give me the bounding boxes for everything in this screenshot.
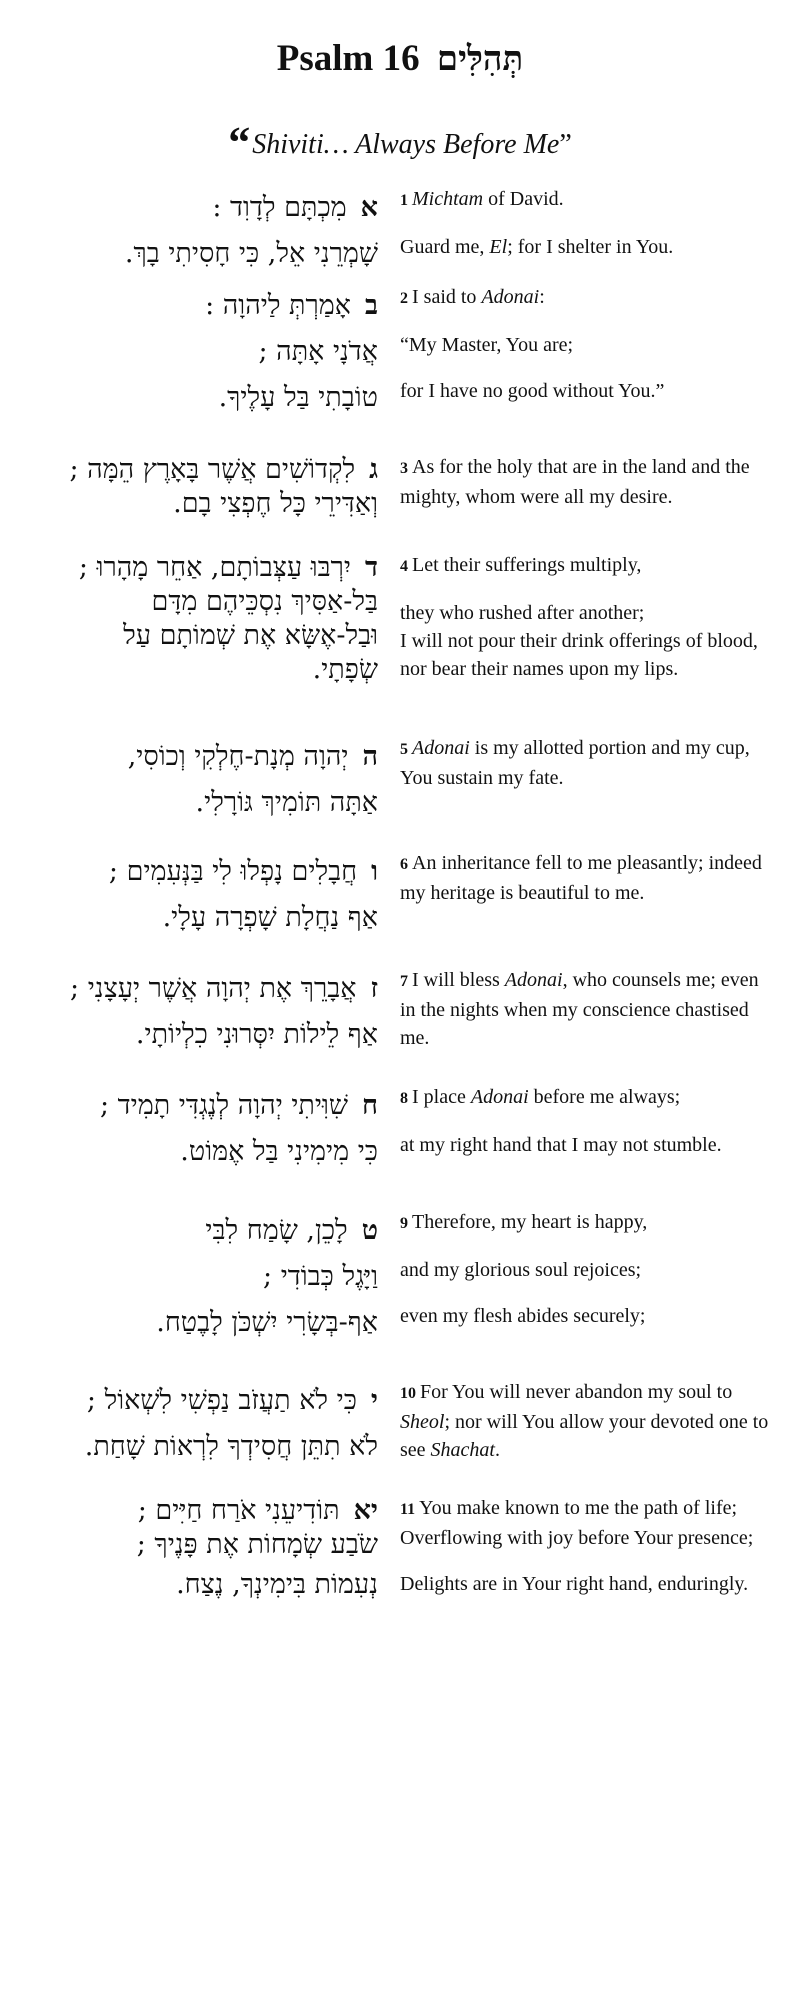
english-line: Michtam of David. xyxy=(412,188,564,210)
hebrew-line: אָמַרְתְּ לַיהוָה : xyxy=(205,290,351,321)
verse-letter: ז xyxy=(370,973,378,1004)
hebrew-line: אַתָּה תּוֹמִיךְ גּוֹרָלִי. xyxy=(195,787,378,818)
english-line: “My Master, You are; xyxy=(400,334,574,356)
english-line: I said to Adonai: xyxy=(412,286,545,308)
english-line: at my right hand that I may not stumble. xyxy=(400,1134,722,1156)
title-english: Psalm 16 xyxy=(276,38,420,79)
term-adonai: Adonai xyxy=(470,1086,529,1108)
verse-english xyxy=(390,453,772,551)
hebrew-line: אַף לֵילוֹת יִסְּרוּנִי כִלְיוֹתָי. xyxy=(135,1019,378,1050)
hebrew-line: חֲבָלִים נָפְלוּ לִי בַּנְּעִמִים ; xyxy=(108,856,358,887)
english-line: I will not pour their drink offerings of blood, nor bear their names upon my lips. xyxy=(400,630,758,680)
hebrew-line: כִּי לֹא תַעֲזֹב נַפְשִׁי לִשְׁאוֹל ; xyxy=(86,1385,357,1416)
verse-8 xyxy=(0,1083,800,1208)
english-line: You make known to me the path of life; xyxy=(419,1497,738,1519)
subtitle-close-quote: ” xyxy=(559,129,572,160)
verse-hebrew xyxy=(14,1083,390,1208)
term-shachat: Shachat xyxy=(430,1439,495,1461)
english-line: Guard me, El; for I shelter in You. xyxy=(400,236,674,258)
title-hebrew: תְּהִלִּים xyxy=(436,39,524,79)
verse-hebrew xyxy=(14,283,390,453)
verse-list xyxy=(0,185,800,1664)
page-title xyxy=(0,0,800,84)
hebrew-line: לִקְדוֹשִׁים אֲשֶׁר בָּאָרֶץ הֵמָּה ; xyxy=(69,454,356,485)
verse-number: 5 xyxy=(400,741,408,758)
verse-hebrew xyxy=(14,849,390,966)
hebrew-line: נְעִמוֹת בִּימִינְךָ, נֶצַח. xyxy=(176,1569,378,1600)
verse-number: 9 xyxy=(400,1215,408,1232)
verse-english xyxy=(390,551,772,734)
verse-2 xyxy=(0,283,800,453)
term-adonai: Adonai xyxy=(504,969,563,991)
subtitle-text: Shiviti… Always Before Me xyxy=(252,129,560,160)
verse-letter: יא xyxy=(353,1495,378,1526)
verse-letter: ד xyxy=(365,552,378,583)
verse-letter: א xyxy=(360,192,378,223)
verse-hebrew xyxy=(14,453,390,551)
verse-letter: ו xyxy=(371,856,378,887)
verse-5 xyxy=(0,734,800,849)
verse-hebrew xyxy=(14,734,390,849)
verse-letter: ט xyxy=(361,1215,378,1246)
hebrew-line: יִרְבּוּ עַצְּבוֹתָם, אַחֵר מָהָרוּ ; xyxy=(78,552,351,583)
subtitle-open-quote: “ xyxy=(228,118,251,167)
english-line: they who rushed after another; xyxy=(400,602,645,624)
verse-number: 11 xyxy=(400,1501,416,1518)
hebrew-line: אֲבָרֵךְ אֶת יְהוָה אֲשֶׁר יְעָצָנִי ; xyxy=(70,973,357,1004)
page-subtitle xyxy=(0,118,800,168)
hebrew-line: תּוֹדִיעֵנִי אֹרַח חַיִּים ; xyxy=(137,1495,340,1526)
hebrew-line: וּבַל-אֶשָּׂא אֶת שְׁמוֹתָם עַל xyxy=(123,620,378,651)
term-michtam: Michtam xyxy=(412,188,484,210)
english-line: For You will never abandon my soul to Sheol; nor will You allow your devoted one to see Shachat. xyxy=(400,1381,769,1461)
verse-english xyxy=(390,1494,772,1664)
verse-letter: ה xyxy=(362,741,378,772)
english-line: Therefore, my heart is happy, xyxy=(412,1211,648,1233)
verse-english xyxy=(390,966,772,1083)
verse-letter: י xyxy=(370,1385,378,1416)
english-line: for I have no good without You.” xyxy=(400,380,665,402)
hebrew-line: שָׁמְרֵנִי אֵל, כִּי חָסִיתִי בָךְ. xyxy=(124,238,378,269)
term-adonai: Adonai xyxy=(481,286,540,308)
verse-3 xyxy=(0,453,800,551)
english-line: even my flesh abides securely; xyxy=(400,1305,646,1327)
hebrew-line: שֹׂבַע שְׂמָחוֹת אֶת פָּנֶיךָ ; xyxy=(136,1529,378,1560)
hebrew-line: לָכֵן, שָׂמַח לִבִּי xyxy=(205,1215,348,1246)
hebrew-line: וְאַדִּירֵי כָּל חֶפְצִי בָם. xyxy=(173,488,378,519)
verse-number: 8 xyxy=(400,1090,408,1107)
term-adonai: Adonai xyxy=(412,737,470,759)
verse-number: 6 xyxy=(400,856,408,873)
hebrew-line: טוֹבָתִי בַּל עָלֶיךָ. xyxy=(218,382,378,413)
verse-letter: ג xyxy=(369,454,378,485)
english-line: and my glorious soul rejoices; xyxy=(400,1259,642,1281)
verse-letter: ב xyxy=(364,290,378,321)
verse-number: 7 xyxy=(400,973,408,990)
verse-hebrew xyxy=(14,1208,390,1378)
verse-english xyxy=(390,1083,772,1208)
verse-english xyxy=(390,1208,772,1378)
verse-number: 1 xyxy=(400,192,408,209)
verse-10 xyxy=(0,1378,800,1494)
verse-hebrew xyxy=(14,1378,390,1494)
verse-hebrew xyxy=(14,966,390,1083)
verse-4 xyxy=(0,551,800,734)
verse-english xyxy=(390,185,772,283)
verse-7 xyxy=(0,966,800,1083)
english-line: As for the holy that are in the land and the mighty, whom were all my desire. xyxy=(400,456,750,508)
hebrew-line: אַף-בְּשָׂרִי יִשְׁכֹּן לָבֶטַח. xyxy=(156,1307,378,1338)
hebrew-line: אֲדֹנָי אָתָּה ; xyxy=(258,336,378,367)
hebrew-line: שְׂפָתָי. xyxy=(312,654,378,685)
hebrew-line: כִּי מִימִינִי בַּל אֶמּוֹט. xyxy=(180,1136,378,1167)
verse-11 xyxy=(0,1494,800,1664)
hebrew-line: לֹא תִתֵּן חֲסִידְךָ לִרְאוֹת שָׁחַת. xyxy=(84,1431,378,1462)
verse-number: 2 xyxy=(400,290,408,307)
hebrew-line: וַיָּגֶל כְּבוֹדִי ; xyxy=(263,1261,378,1292)
verse-number: 10 xyxy=(400,1385,416,1402)
verse-hebrew xyxy=(14,1494,390,1664)
hebrew-line: בַּל-אַסִּיךְ נִסְכֵּיהֶם מִדָּם xyxy=(151,586,378,617)
verse-hebrew xyxy=(14,185,390,283)
term-sheol: Sheol xyxy=(400,1411,445,1433)
english-line: Adonai is my allotted portion and my cup, You sustain my fate. xyxy=(400,737,750,789)
verse-letter: ח xyxy=(362,1090,378,1121)
verse-english xyxy=(390,283,772,453)
english-line: Let their sufferings multiply, xyxy=(412,554,642,576)
verse-english xyxy=(390,1378,772,1494)
hebrew-line: אַף נַחֲלָת שָׁפְרָה עָלָי. xyxy=(162,902,378,933)
verse-number: 3 xyxy=(400,460,408,477)
verse-6 xyxy=(0,849,800,966)
english-line: Overflowing with joy before Your presence; xyxy=(400,1527,754,1549)
verse-english xyxy=(390,734,772,849)
verse-number: 4 xyxy=(400,558,408,575)
verse-hebrew xyxy=(14,551,390,734)
term-el: El xyxy=(489,236,508,258)
verse-english xyxy=(390,849,772,966)
verse-9 xyxy=(0,1208,800,1378)
hebrew-line: מִכְתָּם לְדָוִד : xyxy=(212,192,347,223)
english-line: I place Adonai before me always; xyxy=(412,1086,681,1108)
verse-1 xyxy=(0,185,800,283)
english-line: I will bless Adonai, who counsels me; even in the nights when my conscience chastised me. xyxy=(400,969,759,1049)
english-line: An inheritance fell to me pleasantly; indeed my heritage is beautiful to me. xyxy=(400,852,762,904)
hebrew-line: שִׁוִּיתִי יְהוָה לְנֶגְדִּי תָמִיד ; xyxy=(99,1090,349,1121)
hebrew-line: יְהוָה מְנָת-חֶלְקִי וְכוֹסִי, xyxy=(127,741,349,772)
english-line: Delights are in Your right hand, enduringly. xyxy=(400,1573,749,1595)
